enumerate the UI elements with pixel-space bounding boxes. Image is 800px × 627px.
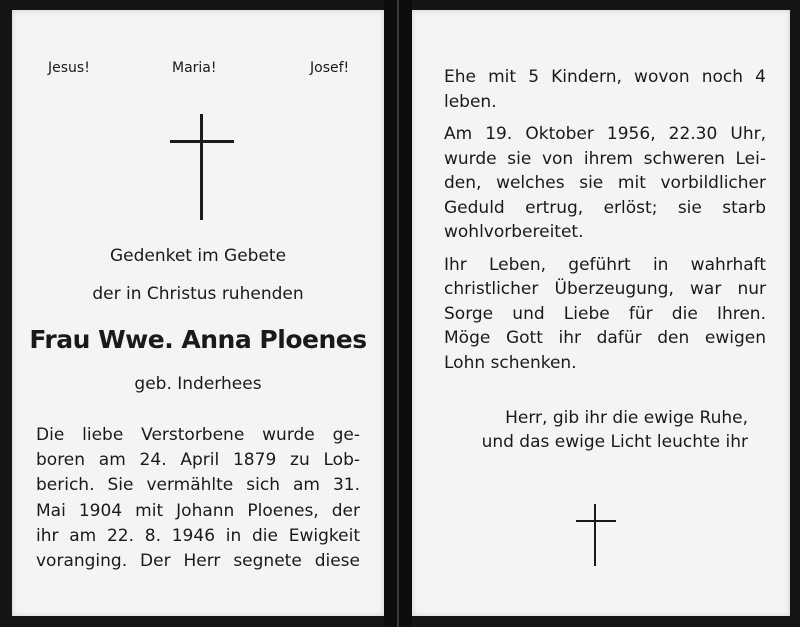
prayer-line: und das ewige Licht leuchte ihr bbox=[481, 432, 748, 452]
text-line: Ihr Leben, geführt in wahrhaft bbox=[444, 254, 766, 275]
bio-line: boren am 24. April 1879 zu Lob- bbox=[36, 450, 360, 471]
text-line: christlicher Überzeugung, war nur bbox=[444, 279, 766, 299]
text-line: leben. bbox=[444, 91, 497, 112]
text-line: Sorge und Liebe für die Ihren. bbox=[444, 303, 766, 324]
cross-icon bbox=[170, 114, 234, 220]
text-line: Am 19. Oktober 1956, 22.30 Uhr, bbox=[444, 124, 766, 144]
text-line: Ehe mit 5 Kindern, wovon noch 4 bbox=[444, 67, 766, 87]
paragraph-children bbox=[444, 65, 766, 114]
invocation-jesus: Jesus! bbox=[48, 60, 90, 76]
invocation-maria: Maria! bbox=[172, 60, 217, 76]
text-line: wurde sie von ihrem schweren Lei- bbox=[444, 148, 766, 169]
text-line: den, welches sie mit vorbildlicher bbox=[444, 173, 766, 193]
left-card-panel bbox=[12, 10, 384, 616]
right-card-text bbox=[444, 65, 766, 383]
christus-line: der in Christus ruhenden bbox=[92, 284, 304, 304]
invocation-josef: Josef! bbox=[310, 60, 350, 76]
text-line: Lohn schenken. bbox=[444, 352, 577, 373]
bio-line: berich. Sie vermählte sich am 31. bbox=[36, 475, 360, 496]
bio-line: ihr am 22. 8. 1946 in die Ewigkeit bbox=[36, 525, 360, 546]
cross-icon bbox=[576, 504, 616, 566]
text-line: Möge Gott ihr dafür den ewigen bbox=[444, 328, 766, 348]
prayer-text bbox=[472, 406, 748, 454]
right-card-panel bbox=[412, 10, 790, 616]
text-line: Geduld ertrug, erlöst; sie starb bbox=[444, 197, 766, 218]
paragraph-life bbox=[444, 253, 766, 376]
deceased-name: Frau Wwe. Anna Ploenes bbox=[29, 325, 367, 354]
card-fold-gutter bbox=[384, 0, 412, 627]
maiden-name: geb. Inderhees bbox=[134, 374, 262, 394]
bio-line: voranging. Der Herr segnete diese bbox=[36, 551, 360, 572]
biography-text bbox=[36, 423, 360, 574]
bio-line: Die liebe Verstorbene wurde ge- bbox=[36, 425, 360, 445]
prayer-line: Herr, gib ihr die ewige Ruhe, bbox=[505, 408, 748, 428]
text-line: wohlvorbereitet. bbox=[444, 222, 584, 242]
paragraph-death bbox=[444, 122, 766, 245]
gedenket-line: Gedenket im Gebete bbox=[109, 246, 287, 266]
bio-line: Mai 1904 mit Johann Ploenes, der bbox=[36, 500, 360, 521]
